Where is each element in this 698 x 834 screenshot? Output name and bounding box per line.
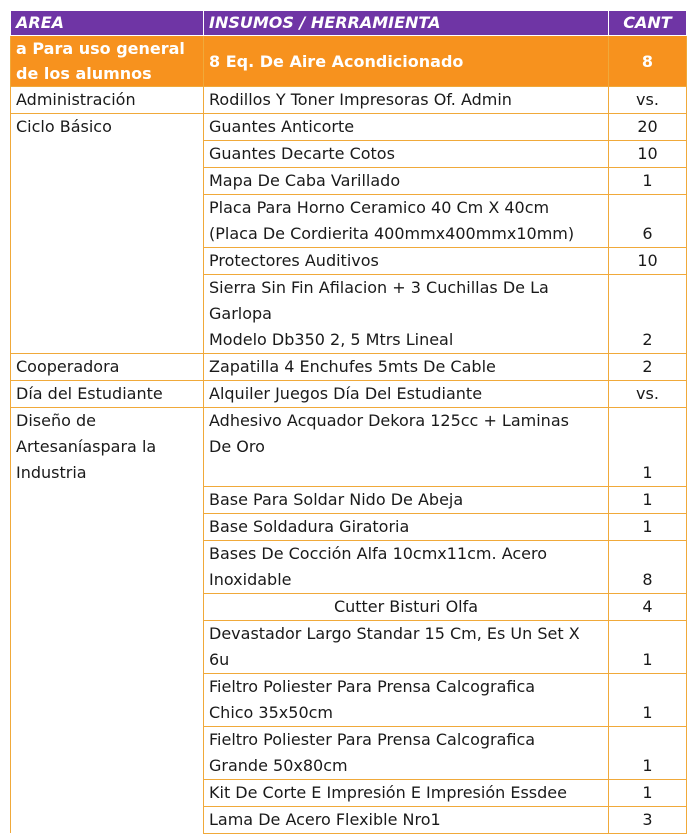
item-line: Protectores Auditivos bbox=[209, 251, 379, 270]
item-cell bbox=[204, 673, 609, 726]
item-cell bbox=[204, 114, 609, 141]
item-cell bbox=[204, 513, 609, 540]
item-line: (Placa De Cordierita 400mmx400mmx10mm) bbox=[209, 224, 575, 243]
area-cell bbox=[11, 87, 204, 114]
table-row bbox=[11, 168, 687, 195]
cant-cell: 2 bbox=[609, 275, 687, 354]
item-line: Sierra Sin Fin Afilacion + 3 Cuchillas De La bbox=[209, 278, 549, 297]
item-cell bbox=[204, 540, 609, 593]
cant-cell: 1 bbox=[609, 168, 687, 195]
supplies-table-container bbox=[10, 10, 686, 834]
cant-cell: 1 bbox=[609, 513, 687, 540]
highlight-row bbox=[11, 36, 687, 87]
area-cell bbox=[11, 141, 204, 168]
item-line: Cutter Bisturi Olfa bbox=[333, 596, 479, 616]
item-line: 6u bbox=[209, 649, 230, 669]
area-line: Administración bbox=[16, 90, 136, 109]
cant-cell: 2 bbox=[609, 354, 687, 381]
area-cell bbox=[11, 381, 204, 408]
item-line: Placa Para Horno Ceramico 40 Cm X 40cm bbox=[209, 198, 550, 217]
item-line: Rodillos Y Toner Impresoras Of. Admin bbox=[209, 90, 512, 109]
cant-cell: 20 bbox=[609, 114, 687, 141]
area-line: Día del Estudiante bbox=[16, 384, 163, 403]
item-line: Guantes Decarte Cotos bbox=[209, 144, 395, 163]
item-cell bbox=[204, 593, 609, 620]
table-row bbox=[11, 381, 687, 408]
item-cell bbox=[204, 195, 609, 248]
item-line: Inoxidable bbox=[209, 569, 292, 589]
table-row bbox=[11, 673, 687, 726]
table-row bbox=[11, 141, 687, 168]
item-line: Base Para Soldar Nido De Abeja bbox=[209, 489, 464, 509]
supplies-table bbox=[10, 10, 687, 834]
cant-cell: 10 bbox=[609, 141, 687, 168]
area-line: Ciclo Básico bbox=[16, 117, 112, 136]
item-line: Adhesivo Acquador Dekora 125cc + Laminas bbox=[209, 411, 569, 430]
cant-cell: 3 bbox=[609, 806, 687, 833]
table-row bbox=[11, 726, 687, 779]
item-line: Bases De Cocción Alfa 10cmx11cm. Acero bbox=[209, 543, 548, 563]
area-cell bbox=[11, 354, 204, 381]
item-line: Grande 50x80cm bbox=[209, 755, 348, 775]
item-line: Garlopa bbox=[209, 304, 272, 323]
area-cell bbox=[11, 195, 204, 248]
item-line: Modelo Db350 2, 5 Mtrs Lineal bbox=[209, 330, 454, 349]
cant-cell: 6 bbox=[609, 195, 687, 248]
cant-cell: 10 bbox=[609, 248, 687, 275]
area-line: para la Industria bbox=[16, 437, 157, 482]
table-row bbox=[11, 513, 687, 540]
cant-cell: 1 bbox=[609, 486, 687, 513]
table-row bbox=[11, 540, 687, 593]
area-cell bbox=[11, 168, 204, 195]
cant-cell: vs. bbox=[609, 381, 687, 408]
area-cell bbox=[11, 593, 204, 620]
table-row bbox=[11, 408, 687, 487]
item-cell bbox=[204, 408, 609, 487]
cant-cell: 1 bbox=[609, 779, 687, 806]
area-cell bbox=[11, 779, 204, 806]
highlight-item: 8 Eq. De Aire Acondicionado bbox=[204, 36, 609, 87]
table-row bbox=[11, 486, 687, 513]
table-row bbox=[11, 354, 687, 381]
cant-cell: 4 bbox=[609, 593, 687, 620]
item-cell bbox=[204, 141, 609, 168]
table-row bbox=[11, 248, 687, 275]
table-row bbox=[11, 593, 687, 620]
item-cell bbox=[204, 381, 609, 408]
cant-cell: 1 bbox=[609, 673, 687, 726]
area-cell bbox=[11, 540, 204, 593]
area-cell bbox=[11, 620, 204, 673]
item-cell bbox=[204, 806, 609, 833]
table-row bbox=[11, 195, 687, 248]
header-row bbox=[11, 11, 687, 36]
item-line: Fieltro Poliester Para Prensa Calcografica bbox=[209, 729, 536, 749]
area-cell bbox=[11, 486, 204, 513]
table-row bbox=[11, 275, 687, 354]
item-cell bbox=[204, 248, 609, 275]
cant-cell: vs. bbox=[609, 87, 687, 114]
cant-cell: 1 bbox=[609, 408, 687, 487]
area-line: Cooperadora bbox=[16, 357, 120, 376]
item-line: Kit De Corte E Impresión E Impresión Essdee bbox=[209, 782, 567, 802]
cant-cell: 8 bbox=[609, 540, 687, 593]
item-line: Mapa De Caba Varillado bbox=[209, 171, 401, 190]
area-line: Diseño de Artesanías bbox=[16, 411, 101, 456]
cant-cell: 1 bbox=[609, 726, 687, 779]
header-item: INSUMOS / HERRAMIENTA bbox=[204, 11, 609, 36]
item-line: Chico 35x50cm bbox=[209, 702, 333, 722]
table-row bbox=[11, 620, 687, 673]
item-cell bbox=[204, 168, 609, 195]
highlight-area bbox=[11, 36, 204, 87]
area-cell bbox=[11, 114, 204, 141]
area-cell bbox=[11, 248, 204, 275]
item-line: Guantes Anticorte bbox=[209, 117, 355, 136]
cant-cell: 1 bbox=[609, 620, 687, 673]
table-row bbox=[11, 87, 687, 114]
item-line: De Oro bbox=[209, 437, 265, 456]
item-line: Base Soldadura Giratoria bbox=[209, 516, 410, 536]
item-cell bbox=[204, 486, 609, 513]
area-cell bbox=[11, 806, 204, 833]
item-line: Fieltro Poliester Para Prensa Calcografica bbox=[209, 676, 536, 696]
item-cell bbox=[204, 87, 609, 114]
area-cell bbox=[11, 673, 204, 726]
highlight-cant: 8 bbox=[609, 36, 687, 87]
item-line: Alquiler Juegos Día Del Estudiante bbox=[209, 384, 483, 403]
area-cell bbox=[11, 513, 204, 540]
item-cell bbox=[204, 275, 609, 354]
item-cell bbox=[204, 726, 609, 779]
table-row bbox=[11, 806, 687, 833]
table-row bbox=[11, 114, 687, 141]
area-cell bbox=[11, 275, 204, 354]
item-line: Devastador Largo Standar 15 Cm, Es Un Set X bbox=[209, 623, 580, 643]
table-row bbox=[11, 779, 687, 806]
item-line: Zapatilla 4 Enchufes 5mts De Cable bbox=[209, 357, 496, 376]
header-area: AREA bbox=[11, 11, 204, 36]
area-cell bbox=[11, 726, 204, 779]
item-cell bbox=[204, 620, 609, 673]
highlight-area-line: a Para uso general bbox=[16, 39, 185, 58]
item-line: Lama De Acero Flexible Nro1 bbox=[209, 809, 441, 829]
item-cell bbox=[204, 354, 609, 381]
area-cell bbox=[11, 408, 204, 487]
header-cant: CANT bbox=[609, 11, 687, 36]
highlight-area-line: de los alumnos bbox=[16, 64, 152, 83]
item-cell bbox=[204, 779, 609, 806]
